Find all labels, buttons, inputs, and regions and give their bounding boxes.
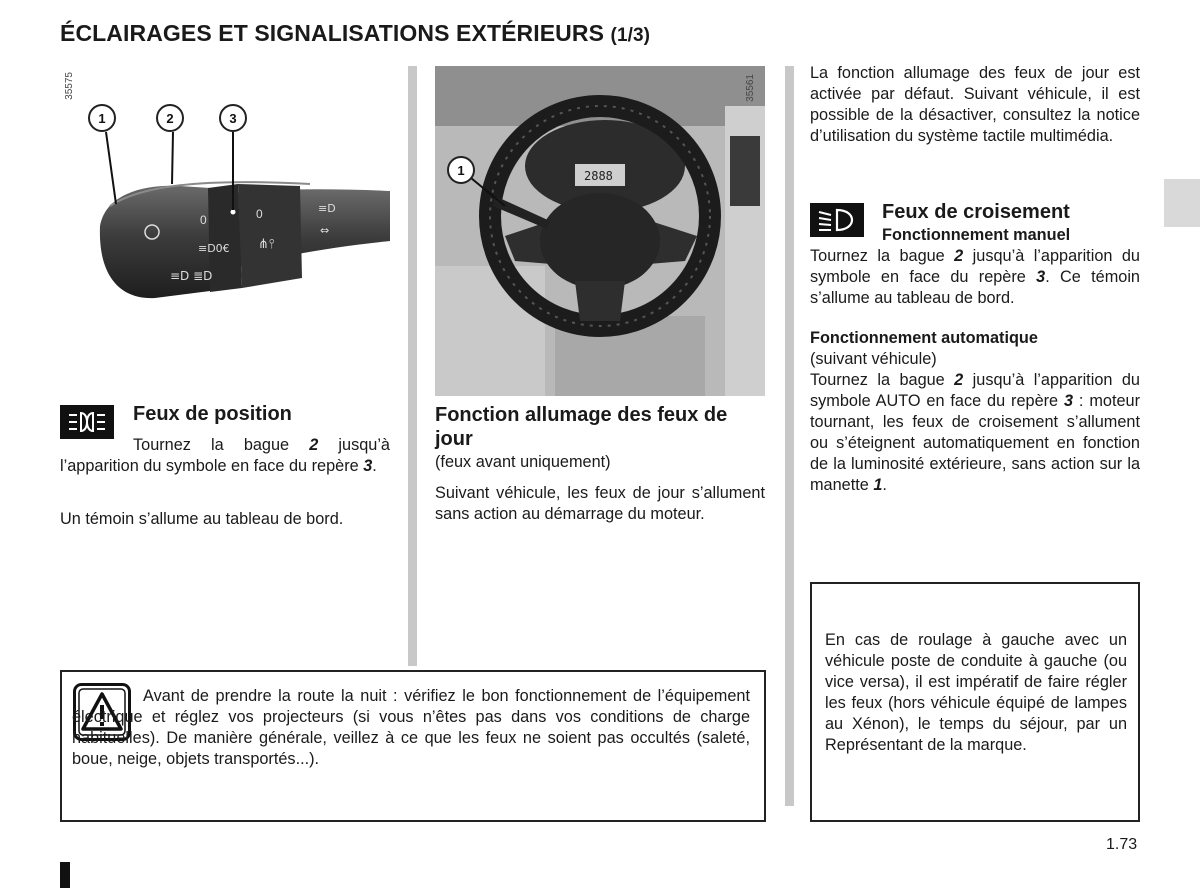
column-divider-right	[785, 66, 794, 806]
daytime-lights-heading: Fonction allumage des feux de jour	[435, 404, 728, 450]
daytime-lights-intro: La fonction allumage des feux de jour est activée par défaut. Suivant véhicule, il est possible de la désactiver, consultez la notice d’utilisation du système tactile multimédia.	[810, 64, 1140, 145]
page-number: 1.73	[1106, 836, 1138, 853]
callout-1: 1	[88, 104, 116, 132]
figure-light-stalk	[60, 66, 390, 310]
automatic-operation-title: Fonctionnement automatique	[810, 329, 1038, 347]
dipped-beam-heading: Feux de croisement	[882, 201, 1070, 223]
dipped-beam-icon	[810, 203, 864, 237]
stalk-label-b: 0	[256, 207, 263, 221]
automatic-operation-paragraph: Tournez la bague 2 jusqu’à l’apparition du symbole AUTO en face du repère 3 : moteur tournant, les feux de croisement s’allument ou s’éteignent automatiquement en fonction de la luminosité extérieure, sans action sur la manette 1.	[810, 371, 1140, 494]
callout-1: 1	[447, 156, 475, 184]
steering-wheel-illustration	[435, 66, 765, 396]
svg-text:⋔⫯: ⋔⫯	[258, 237, 275, 252]
svg-text:≡D0€: ≡D0€	[198, 242, 230, 255]
daytime-lights-note: (feux avant uniquement)	[435, 453, 611, 471]
warning-box	[60, 670, 766, 822]
stalk-label-a: 0	[200, 213, 207, 227]
position-lights-paragraph-2: Un témoin s’allume au tableau de bord.	[60, 510, 344, 528]
position-lights-icon	[60, 405, 114, 439]
corner-mark	[60, 862, 70, 888]
left-hand-drive-box	[810, 582, 1140, 822]
cluster-display: 2888	[584, 169, 613, 183]
callout-3: 3	[219, 104, 247, 132]
page-title	[60, 20, 650, 47]
callout-2: 2	[156, 104, 184, 132]
chapter-tab	[1164, 179, 1200, 227]
page-title-main: ÉCLAIRAGES ET SIGNALISATIONS EXTÉRIEURS	[60, 20, 605, 46]
figure-ref: 35561	[745, 74, 756, 102]
warning-text: Avant de prendre la route la nuit : vérifiez le bon fonctionnement de l’équipement électrique et réglez vos projecteurs (si vous n’êtes pas dans vos conditions de charge habituelles). De manière générale, veillez à ce que les feux ne soient pas occultés (saleté, boue, neige, objets transportés...).	[72, 687, 750, 768]
figure-steering-wheel	[435, 66, 765, 396]
left-hand-drive-text: En cas de roulage à gauche avec un véhicule poste de conduite à gauche (ou vice versa), il est impératif de faire régler les feux (hors véhicule équipé de lampes au Xénon), le temps du séjour, par un Représentant de la marque.	[825, 631, 1127, 754]
position-lights-heading: Feux de position	[133, 403, 292, 425]
manual-operation-title: Fonctionnement manuel	[882, 226, 1071, 244]
position-lights-paragraph-1: Tournez la bague 2 jusqu’à l’apparition du symbole en face du repère 3.	[60, 436, 390, 475]
manual-operation-paragraph: Tournez la bague 2 jusqu’à l’apparition du symbole en face du repère 3. Ce témoin s’allume au tableau de bord.	[810, 247, 1140, 307]
svg-text:≡D ≣D: ≡D ≣D	[170, 269, 213, 283]
automatic-operation-note: (suivant véhicule)	[810, 350, 937, 368]
svg-text:≡D: ≡D	[318, 202, 336, 215]
svg-text:⇔: ⇔	[320, 224, 330, 237]
page-title-sub: (1/3)	[610, 25, 651, 46]
column-divider-left	[408, 66, 417, 666]
daytime-lights-paragraph: Suivant véhicule, les feux de jour s’allument sans action au démarrage du moteur.	[435, 484, 765, 523]
light-stalk-illustration	[60, 66, 390, 310]
figure-ref: 35575	[64, 72, 75, 100]
